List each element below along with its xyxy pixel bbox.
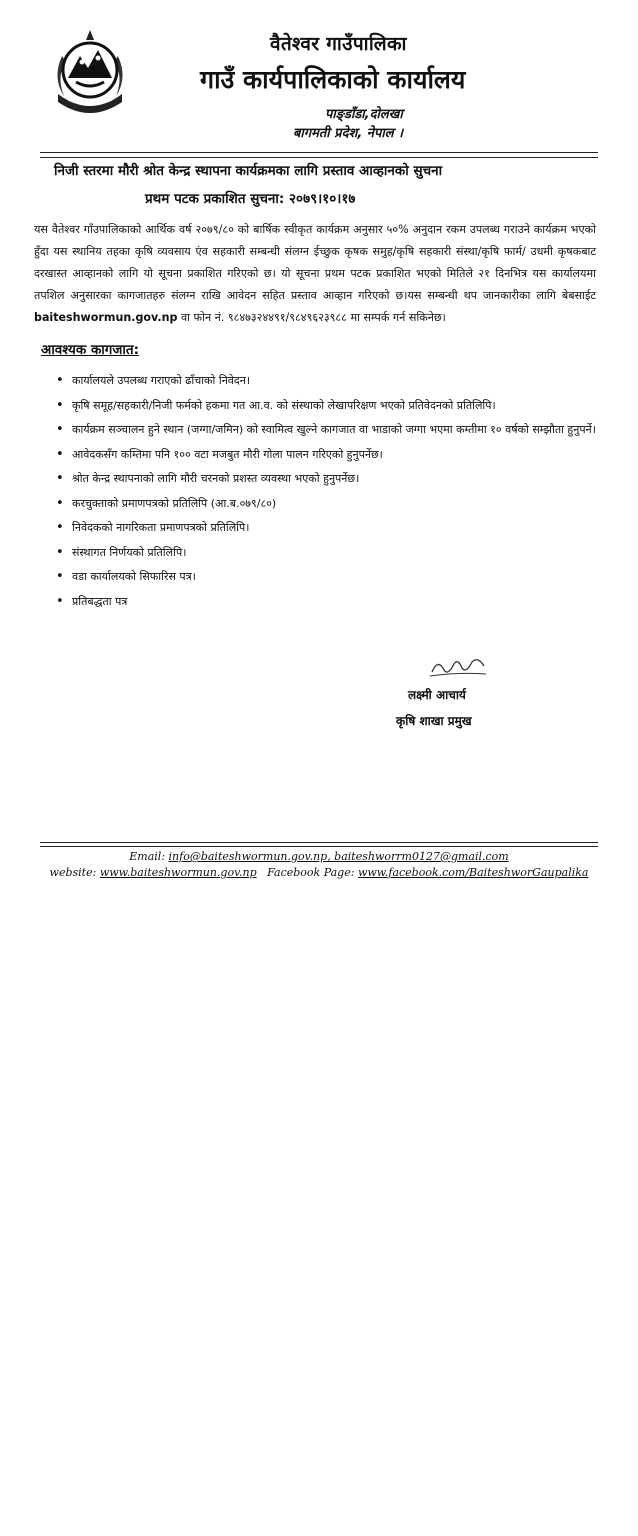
list-item: • कार्यालयले उपलब्ध गराएको ढाँचाको निवेदन। xyxy=(56,372,596,390)
list-item: • आवेदकसँग कम्तिमा पनि १०० वटा मजबुत मौरी गोला पालन गरिएको हुनुपर्नेछ। xyxy=(56,446,596,464)
facebook-link[interactable]: www.facebook.com/BaiteshworGaupalika xyxy=(357,866,589,879)
publication-date: प्रथम पटक प्रकाशित सुचना: २०७९।१०।१७ xyxy=(145,191,356,207)
website-link[interactable]: www.baiteshwormun.gov.np xyxy=(99,866,257,879)
notice-subject: निजी स्तरमा मौरी श्रोत केन्द्र स्थापना कार्यक्रमका लागि प्रस्ताव आव्हानको सुचना xyxy=(54,163,443,179)
nepal-emblem-icon xyxy=(42,26,138,118)
list-item: • निवेदकको नागरिकता प्रमाणपत्रको प्रतिलिपि। xyxy=(56,519,596,537)
address-line-2: बागमती प्रदेश, नेपाल । xyxy=(293,126,404,141)
municipality-name: वैतेश्वर गाउँपालिका xyxy=(270,33,407,55)
email-label: Email: xyxy=(129,850,166,863)
footer-divider-secondary xyxy=(40,846,598,847)
website-label: website: xyxy=(49,866,97,879)
notice-body-text: यस वैतेश्वर गाँउपालिकाको आर्थिक वर्ष २०७९/८० को बार्षिक स्वीकृत कार्यक्रम अनुसार ५०% अनुदान रकम उपलब्ध गराउने कार्यक्रम भएको हुँदा यस स्थानिय तहका कृषि व्यवसाय एंव सहकारी सम्बन्धी संलग्न ईच्छुक कृषक समुह/कृषि सहकारी संस्था/कृषि फार्म/ उधमी कृषकबाट दरखास्त आव्हानको लागि यो सूचना प्रकाशित गरिएको छ। यो सूचना प्रथम पटक प्रकाशित भएको मितिले २१ दिनभित्र यस कार्यालयमा तपशिल अनुसारका कागजातहरु संलग्न राखि आवेदन सहित प्रस्ताव आव्हान गरिएको छ।यस सम्बन्धी थप जानकारीका लागि बेबसाईट xyxy=(34,223,596,302)
list-item: • प्रतिबद्धता पत्र xyxy=(56,593,596,611)
required-documents-heading: आवश्यक कागजात: xyxy=(41,342,140,358)
required-documents-list xyxy=(56,372,596,617)
list-item: • वडा कार्यालयको सिफारिस पत्र। xyxy=(56,568,596,586)
header-divider xyxy=(40,152,598,153)
notice-body-tail: वा फोन नं. ९८४७३२४४९१/९८४९६२३९८८ मा सम्पर्क गर्न सकिनेछ। xyxy=(177,311,446,324)
notice-body xyxy=(34,219,596,329)
official-stamp xyxy=(390,740,510,786)
list-item: • कार्यक्रम सञ्चालन हुने स्थान (जग्गा/जमिन) को स्वामित्व खुल्ने कागजात वा भाडाको जग्गा भएमा कम्तीमा १० वर्षको सम्झौता हुनुपर्ने। xyxy=(56,421,596,439)
footer-web-line xyxy=(0,866,638,879)
handwritten-signature xyxy=(428,652,488,680)
website-reference: baiteshwormun.gov.np xyxy=(34,311,178,324)
list-item: • श्रोत केन्द्र स्थापनाको लागि मौरी चरनको प्रशस्त व्यवस्था भएको हुनुपर्नेछ। xyxy=(56,470,596,488)
signatory-name: लक्ष्मी आचार्य xyxy=(408,688,466,702)
footer-divider xyxy=(40,842,598,843)
list-item: • करचुक्ताको प्रमाणपत्रको प्रतिलिपि (आ.ब.०७९/८०) xyxy=(56,495,596,513)
office-title: गाउँ कार्यपालिकाको कार्यालय xyxy=(200,65,466,94)
email-link[interactable]: info@baiteshwormun.gov.np, baiteshworrm0127@gmail.com xyxy=(168,850,509,863)
list-item: • संस्थागत निर्णयको प्रतिलिपि। xyxy=(56,544,596,562)
facebook-label: Facebook Page: xyxy=(267,866,355,879)
footer-email-line xyxy=(0,850,638,863)
list-item: • कृषि समूह/सहकारी/निजी फर्मको हकमा गत आ.व. को संस्थाको लेखापरिक्षण भएको प्रतिवेदनको प्रतिलिपि। xyxy=(56,397,596,415)
signatory-title: कृषि शाखा प्रमुख xyxy=(396,714,472,728)
address-line-1: पाङ्डाँडा,दोलखा xyxy=(325,107,403,122)
header-divider-secondary xyxy=(40,157,598,158)
